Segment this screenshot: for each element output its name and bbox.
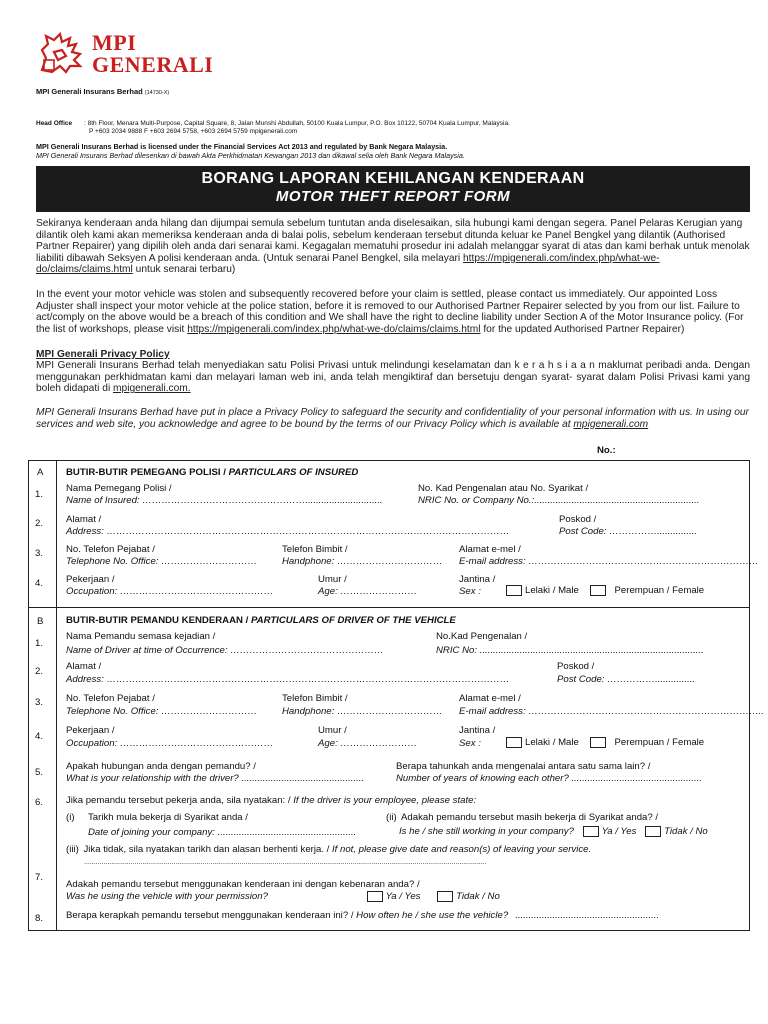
company-reg: (14730-X) [144, 90, 170, 96]
b-row-number: 5. [35, 767, 44, 778]
b-sex-bm: Jantina / [459, 725, 496, 736]
b-male-checkbox[interactable] [506, 737, 522, 748]
b-iii-en: If not, please give date and reason(s) of leaving your service. [331, 844, 592, 855]
b-permission-en [66, 891, 500, 902]
head-office-contact: P +603 2034 9888 F +603 2694 5758, +603 2694 5759 mpigenerali.com [89, 128, 298, 135]
a-email-field[interactable]: E-mail address: ……………………………………………………………… [459, 556, 759, 567]
intro-bm [36, 218, 750, 276]
a-sex-bm: Jantina / [459, 574, 496, 585]
b-permission-no-checkbox[interactable] [437, 891, 453, 902]
section-b-divider [56, 607, 57, 931]
intro-en-link[interactable]: https://mpigenerali.com/index.php/what-we-do/claims/claims.html [187, 323, 481, 335]
b-employee-question-bm: Jika pemandu tersebut pekerja anda, sila nyatakan: / [66, 795, 294, 806]
head-office [36, 120, 756, 128]
title-bm: BORANG LAPORAN KEHILANGAN KENDERAAN [201, 170, 585, 187]
b-permission-bm: Adakah pemandu tersebut menggunakan kenderaan ini dengan kebenaran anda? / [66, 879, 420, 890]
b-permission-yes-checkbox[interactable] [367, 891, 383, 902]
a-nric-bm: No. Kad Pengenalan atau No. Syarikat / [418, 483, 589, 494]
a-age-bm: Umur / [318, 574, 347, 585]
b-still-working-yes-label: Ya / Yes [601, 826, 637, 838]
a-tel-office-bm: No. Telefon Pejabat / [66, 544, 155, 555]
b-relationship-bm: Apakah hubungan anda dengan pemandu? / [66, 761, 256, 772]
section-a-heading [66, 467, 358, 478]
a-female-label: Perempuan / Female [614, 585, 705, 597]
b-iii-bm: Jika tidak, sila nyatakan tarikh dan alasan berhenti kerja. / [83, 844, 332, 855]
privacy-bm [36, 360, 750, 395]
logo [36, 28, 236, 78]
b-years-bm: Berapa tahunkah anda mengenalai antara satu sama lain? / [396, 761, 651, 772]
intro-en-end: for the updated Authorised Partner Repairer) [483, 323, 685, 335]
b-row-number: 4. [35, 731, 44, 742]
b-handphone-field[interactable]: Handphone: …………………………… [282, 706, 443, 717]
b-frequency-en: How often he / she use the vehicle? [356, 910, 509, 921]
a-address-bm: Alamat / [66, 514, 102, 525]
a-handphone-bm: Telefon Bimbit / [282, 544, 348, 555]
section-a-heading-bm: BUTIR-BUTIR PEMEGANG POLISI / [66, 467, 229, 478]
b-address-field[interactable]: Address: ……………………………………………………………………………………………………………… [66, 674, 510, 685]
b-permission-question: Was he using the vehicle with your permission? [66, 891, 268, 903]
b-age-bm: Umur / [318, 725, 347, 736]
b-female-label: Perempuan / Female [614, 737, 705, 749]
b-row-number: 2. [35, 666, 44, 677]
b-nric-field[interactable]: NRIC No: .................................................................................... [436, 645, 704, 656]
a-nric-field[interactable]: NRIC No. or Company No.:.............................................................. [418, 495, 700, 506]
b-permission-no-label: Tidak / No [456, 891, 500, 903]
privacy-bm-text: MPI Generali Insurans Berhad telah menyediakan satu Polisi Privasi untuk melindungi keselamatan dan k e r a h s i a a n maklumat peribadi anda. Dengan menggunakan perkhidmatan kami dan melayari laman web ini, anda telah mengiktiraf dan bersetuju dengan syarat- syarat dalam Polisi Privasi kami yang boleh didapati di [36, 360, 750, 395]
b-tel-office-field[interactable]: Telephone No. Office: ………………………… [66, 706, 258, 717]
license-bm: MPI Generali Insurans Berhad dilesenkan di bawah Akta Perkhidmatan Kewangan 2013 dan dikawal selia oleh Bank Negara Malaysia. [36, 151, 465, 160]
b-iii-label: (iii) [66, 844, 79, 855]
a-name-bm: Nama Pemegang Polisi / [66, 483, 172, 494]
b-ii-en [399, 826, 708, 837]
b-still-working-yes-checkbox[interactable] [583, 826, 599, 837]
b-address-bm: Alamat / [66, 661, 102, 672]
intro-bm-end: untuk senarai terbaru) [135, 264, 236, 276]
a-postcode-bm: Poskod / [559, 514, 597, 525]
a-row-number: 1. [35, 489, 44, 500]
privacy-heading: MPI Generali Privacy Policy [36, 349, 170, 360]
privacy-en-text: MPI Generali Insurans Berhad have put in place a Privacy Policy to safeguard the security and confidentiality of your personal information with us. In using our services and web site, you acknowledge and agree to be bound by the terms of our Privacy Policy which is available at [36, 407, 749, 430]
title-banner [36, 166, 750, 212]
privacy-bm-link[interactable]: mpigenerali.com. [113, 383, 191, 395]
b-email-field[interactable]: E-mail address: ……………………………………………………………….. [459, 706, 764, 717]
license-en: MPI Generali Insurans Berhad is licensed under the Financial Services Act 2013 and regulated by Bank Negara Malaysia. [36, 142, 448, 151]
b-postcode-bm: Poskod / [557, 661, 595, 672]
a-row-number: 3. [35, 548, 44, 559]
b-join-date-field[interactable]: Date of joining your company: .................................................... [88, 827, 357, 838]
intro-en-text: In the event your motor vehicle was stolen and subsequently recovered before your claim is settled, please contact us immediately. Our appointed Loss Adjuster shall inspect your motor vehicle at the police station, before it is removed to our Authorised Partner Repairer selected by you from our list. Failure to act/comply on the above would be a breach of this condition and We shall have the right to decline liability under Section A of the Motor Insurance policy. (For the list of workshops, please visit [36, 289, 744, 335]
lion-logo-icon [36, 30, 88, 76]
section-b-heading-en: PARTICULARS OF DRIVER OF THE VEHICLE [250, 615, 456, 626]
a-female-checkbox[interactable] [590, 585, 606, 596]
b-permission-yes-label: Ya / Yes [385, 891, 421, 903]
a-occupation-bm: Pekerjaan / [66, 574, 115, 585]
a-occupation-field[interactable]: Occupation: ………………………………………… [66, 586, 274, 597]
b-i-bm: Tarikh mula bekerja di Syarikat anda / [88, 812, 248, 823]
b-ii-label: (ii) [386, 812, 397, 823]
b-occupation-field[interactable]: Occupation: ………………………………………… [66, 738, 274, 749]
a-email-bm: Alamat e-mel / [459, 544, 521, 555]
head-office-address: : 8th Floor, Menara Multi-Purpose, Capital Square, 8, Jalan Munshi Abdullah, 50100 Kuala Lumpur, P.O. Box 10122, 50704 Kuala Lumpur, Malaysia. [84, 120, 510, 127]
a-row-number: 2. [35, 518, 44, 529]
b-frequency-row [66, 910, 659, 921]
b-relationship-field[interactable]: What is your relationship with the driver? .............................................. [66, 773, 365, 784]
section-a-letter: A [37, 467, 44, 478]
b-ii-bm: Adakah pemandu tersebut masih bekerja di Syarikat anda? / [401, 812, 659, 823]
privacy-en [36, 407, 750, 430]
section-b-letter: B [37, 616, 44, 627]
b-leaving-reason-field[interactable]: ............................................................................................................................................................................................................... [84, 859, 487, 866]
intro-en [36, 289, 750, 335]
b-employee-question-en: If the driver is your employee, please state: [293, 795, 477, 806]
a-postcode-field[interactable]: Post Code: ……………............... [559, 526, 698, 537]
b-handphone-bm: Telefon Bimbit / [282, 693, 348, 704]
b-row-number: 7. [35, 872, 44, 883]
a-address-field[interactable]: Address: ……………………………………………………………………………………………………………… [66, 526, 510, 537]
b-row-number: 8. [35, 913, 44, 924]
b-postcode-field[interactable]: Post Code: ……………............... [557, 674, 696, 685]
section-b-heading-bm: BUTIR-BUTIR PEMANDU KENDERAAN / [66, 615, 251, 626]
b-male-label: Lelaki / Male [525, 737, 579, 749]
b-sex-options [503, 737, 704, 748]
a-handphone-field[interactable]: Handphone: …………………………… [282, 556, 443, 567]
logo-text-generali: GENERALI [92, 52, 214, 77]
b-i-label: (i) [66, 812, 75, 823]
b-female-checkbox[interactable] [590, 737, 606, 748]
b-frequency-field[interactable]: ...................................................... [514, 910, 659, 921]
a-row-number: 4. [35, 578, 44, 589]
b-nric-bm: No.Kad Pengenalan / [436, 631, 528, 642]
b-row-number: 6. [35, 797, 44, 808]
b-row-number: 1. [35, 638, 44, 649]
logo-text-mpi: MPI [92, 30, 137, 55]
b-email-bm: Alamat e-mel / [459, 693, 521, 704]
a-tel-office-field[interactable]: Telephone No. Office: ………………………… [66, 556, 258, 567]
head-office-label: Head Office [36, 120, 73, 127]
company-name [36, 88, 169, 97]
a-male-label: Lelaki / Male [525, 585, 579, 597]
company-name-text: MPI Generali Insurans Berhad [36, 87, 143, 96]
b-still-working-no-label: Tidak / No [664, 826, 708, 838]
b-occupation-bm: Pekerjaan / [66, 725, 115, 736]
b-tel-office-bm: No. Telefon Pejabat / [66, 693, 155, 704]
section-a-heading-en: PARTICULARS OF INSURED [228, 467, 359, 478]
b-iii-row [66, 844, 591, 855]
b-sex-label: Sex : [459, 738, 481, 749]
section-b-heading [66, 615, 456, 626]
b-years-field[interactable]: Number of years of knowing each other? ................................................. [396, 773, 703, 784]
intro-bm-text: Sekiranya kenderaan anda hilang dan dijumpai semula sebelum tuntutan anda diselesaikan, sila hubungi kami dengan segera. Panel Pelaras Kerugian yang dilantik oleh kami akan memeriksa kenderaan anda di balai polis, sebelum kenderaan tersebut ditunda keluar ke Panel Bengkel yang dilantik (Authorised Partner Repairer) yang dipilih oleh anda dari senarai kami. Kegagalan mematuhi prosedur ini adalah melanggar syarat di atas dan kami berhak untuk menolak liabiliti dibawah Seksyen A polisi kenderaan anda. (Untuk senarai Panel Bengkel, sila melayari [36, 218, 750, 264]
title-en: MOTOR THEFT REPORT FORM [275, 188, 511, 205]
a-name-field[interactable]: Name of Insured: ……………………………………………............................. [66, 495, 383, 506]
b-age-field[interactable]: Age: …………………… [318, 738, 418, 749]
b-name-bm: Nama Pemandu semasa kejadian / [66, 631, 216, 642]
intro-bm-link[interactable]: https://mpigenerali.com/index.php/what-we-do/claims/claims.html [36, 252, 660, 276]
a-sex-options [503, 585, 704, 596]
privacy-en-link[interactable]: mpigenerali.com [573, 418, 649, 430]
b-employee-question [66, 795, 476, 806]
b-still-working-no-checkbox[interactable] [645, 826, 661, 837]
a-age-field[interactable]: Age: …………………… [318, 586, 418, 597]
a-male-checkbox[interactable] [506, 585, 522, 596]
form-number-label: No.: [597, 445, 616, 456]
b-still-working-question: Is he / she still working in your company? [399, 826, 574, 838]
b-name-field[interactable]: Name of Driver at time of Occurrence: ………………………………………… [66, 645, 384, 656]
b-row-number: 3. [35, 697, 44, 708]
b-frequency-bm: Berapa kerapkah pemandu tersebut menggunakan kenderaan ini? / [66, 910, 357, 921]
a-sex-label: Sex : [459, 586, 481, 597]
section-a-divider [56, 460, 57, 608]
